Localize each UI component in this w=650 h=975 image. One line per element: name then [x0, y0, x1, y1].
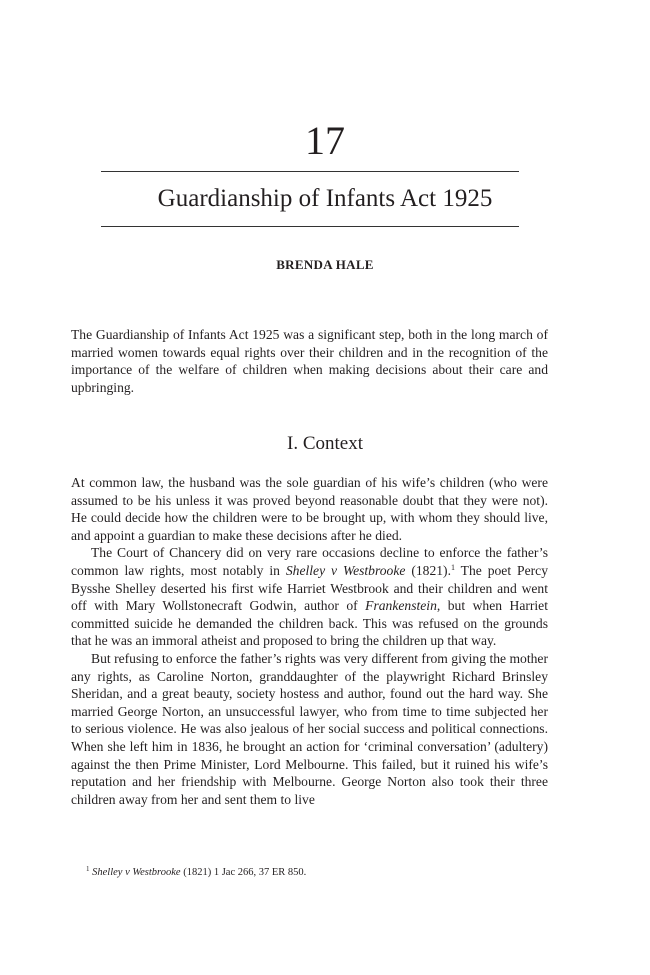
footnote-reference[interactable]: 1 — [450, 562, 455, 572]
paragraph-2 — [71, 544, 548, 650]
case-name: Shelley v Westbrooke — [285, 562, 406, 578]
paragraph-2-part-d: , but when Harriet committed suicide he demanded the children back. This was refused on the grounds that he was an immoral atheist and proposed to bring the children up that way. — [71, 598, 548, 649]
chapter-abstract: The Guardianship of Infants Act 1925 was a significant step, both in the long march of married women towards equal rights over their children and in the recognition of the importance of the welfare of children when making decisions about their care and upbringing. — [71, 327, 548, 395]
chapter-number: 17 — [305, 118, 345, 163]
chapter-author: BRENDA HALE — [276, 257, 374, 272]
main-text — [71, 474, 548, 808]
footnote-case-name: Shelley v Westbrooke — [92, 867, 181, 878]
chapter-title: Guardianship of Infants Act 1925 — [157, 185, 493, 212]
footnote-citation: (1821) 1 Jac 266, 37 ER 850. — [180, 867, 307, 878]
paragraph-3: But refusing to enforce the father’s rights was very different from giving the mother any rights, as Caroline Norton, granddaughter of the playwright Richard Brinsley Sheridan, and a great beauty, society hostess and author, found out the hard way. She married George Norton, an unsuccessful lawyer, who from time to time subjected her to serious violence. He was also jealous of her social success and political connections. When she left him in 1836, he brought an action for ‘criminal conversation’ (adultery) against the then Prime Minister, Lord Melbourne. This failed, but it ruined his wife’s reputation and her friendship with Melbourne. George Norton also took their three children away from her and sent them to live — [71, 650, 548, 807]
title-rule-bottom — [101, 226, 519, 227]
paragraph-2-part-c: The poet Percy Bysshe Shelley deserted his first wife Harriet Westbrook and their children and went off with Mary Wollstonecraft Godwin, author of — [71, 562, 548, 614]
footnote — [86, 866, 306, 880]
paragraph-2-part-a: The Court of Chancery did on very rare occasions decline to enforce the father’s common law rights, most notably in — [71, 545, 548, 578]
paragraph-1: At common law, the husband was the sole guardian of his wife’s children (who were assumed to be his unless it was proved beyond reasonable doubt that they were not). He could decide how the children were to be brought up, with whom they should live, and appoint a guardian to make these decisions after he died. — [71, 475, 548, 543]
section-heading: I. Context — [287, 433, 363, 454]
footnote-marker: 1 — [86, 865, 90, 873]
paragraph-2-part-b: (1821). — [405, 562, 451, 578]
title-rule-top — [101, 171, 519, 172]
book-title: Frankenstein — [365, 598, 437, 614]
